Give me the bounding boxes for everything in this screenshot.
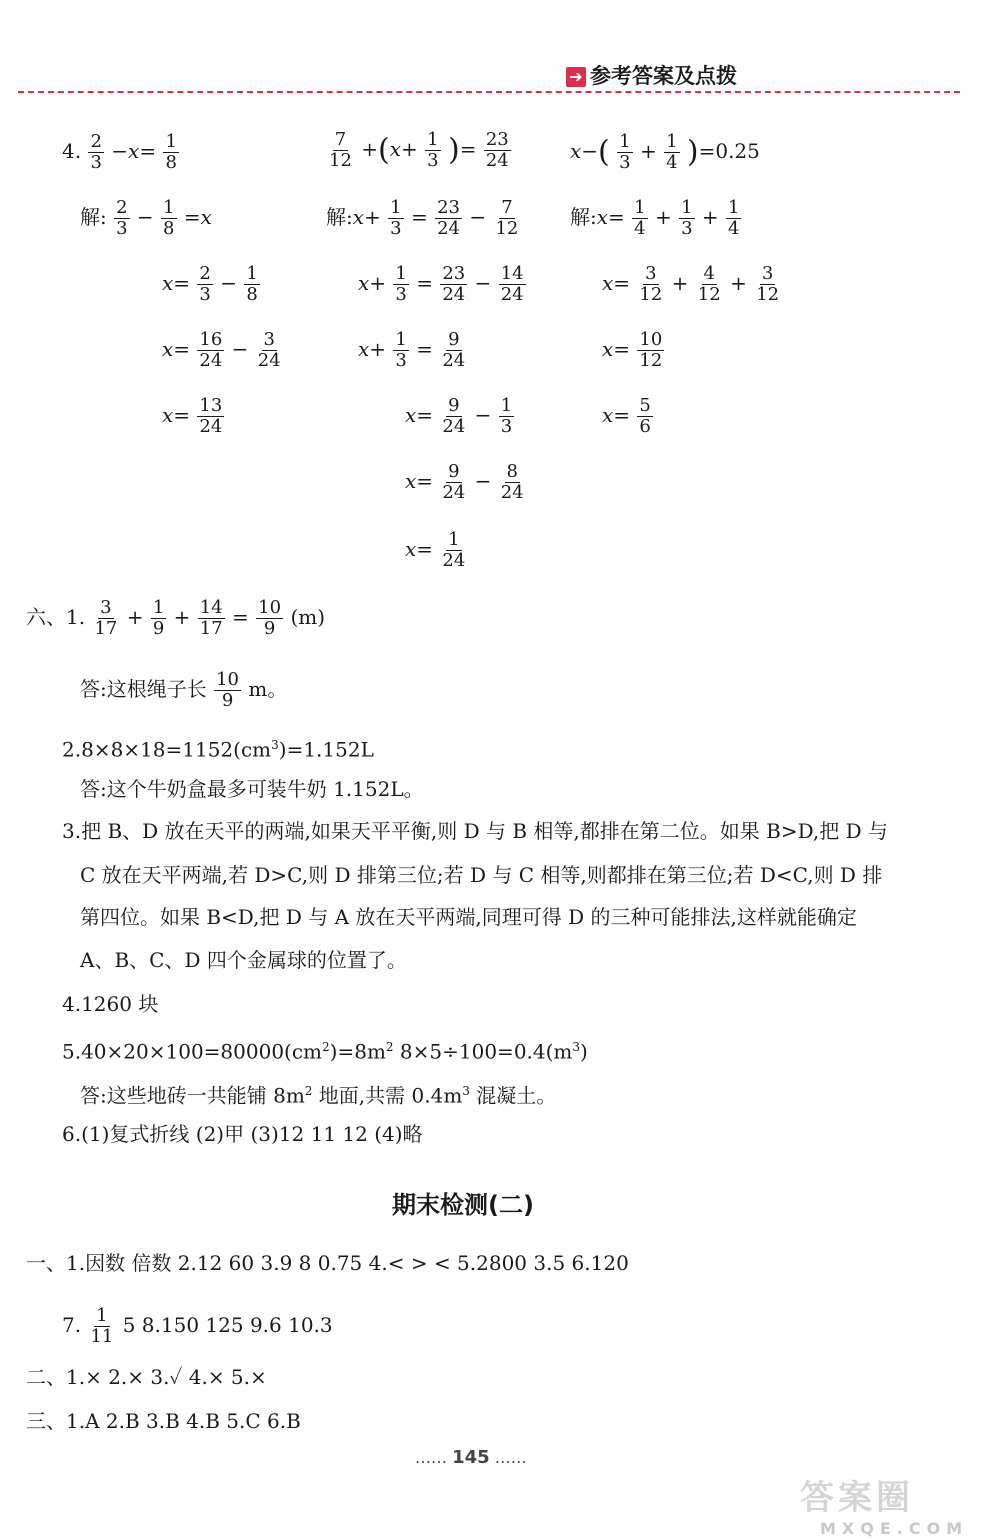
six-q1: 六、1. $\frac{3}{17}$ + $\frac{1}{9}$ + $\frac{14}{17}$ = $\frac{10}{9}$ (m) xyxy=(26,597,326,639)
six-q2: $2.8\times 8\times 18=1152(cm^3)=1.152L$ xyxy=(62,737,374,762)
watermark-url: MXQE.COM xyxy=(820,1519,969,1538)
part-three: 三、1.A 2.B 3.B 4.B 5.C 6.B xyxy=(26,1409,301,1433)
q4-col3-step4: x= $\frac{5}{6}$ xyxy=(602,395,651,437)
q4-col2-step5: x= $\frac{9}{24}$ − $\frac{8}{24}$ xyxy=(405,461,524,503)
page-number: 145 xyxy=(452,1447,490,1468)
q4-col2-step1: 解:x+ $\frac{1}{3}$ = $\frac{23}{24}$ − $\frac{7}{12}$ xyxy=(326,197,519,239)
header-title-text: 参考答案及点拨 xyxy=(590,64,737,88)
part-one-line2: 7. $\frac{1}{11}$ 5 8.150 125 9.6 10.3 xyxy=(62,1305,333,1347)
q4-col2-step6: x= $\frac{1}{24}$ xyxy=(405,529,466,571)
q4-col2-equation: $\frac{7}{12}$ +(x+ $\frac{1}{3}$ )= $\frac{23}{24}$ xyxy=(329,129,509,171)
q4-col1-step2: x= $\frac{2}{3}$ − $\frac{1}{8}$ xyxy=(162,263,258,305)
six-q3-line2: C 放在天平两端,若 D>C,则 D 排第三位;若 D 与 C 相等,则都排在第三位;若 D<C,则 D 排 xyxy=(80,863,883,887)
q4-col3-step3: x= $\frac{10}{12}$ xyxy=(602,329,663,371)
six-q6: 6.(1)复式折线 (2)甲 (3)12 11 12 (4)略 xyxy=(62,1122,423,1146)
q4-col2-step3: x+ $\frac{1}{3}$ = $\frac{9}{24}$ xyxy=(358,329,466,371)
dots-left: …… xyxy=(415,1448,447,1467)
six-q1-answer: 答:这根绳子长 $\frac{10}{9}$ m。 xyxy=(80,669,288,711)
six-q4: 4.1260 块 xyxy=(62,992,159,1016)
q4-col1-step3: x= $\frac{16}{24}$ − $\frac{3}{24}$ xyxy=(162,329,281,371)
watermark xyxy=(800,1470,990,1538)
section-title: 期末检测(二) xyxy=(392,1191,534,1219)
part-one-line1: 一、1.因数 倍数 2.12 60 3.9 8 0.75 4.< > < 5.2800 3.5 6.120 xyxy=(26,1251,629,1275)
q4-col3-step1: 解:x= $\frac{1}{4}$ + $\frac{1}{3}$ + $\frac{1}{4}$ xyxy=(570,197,740,239)
watermark-logo-text: 答案圈 xyxy=(800,1478,914,1518)
dots-right: …… xyxy=(494,1448,527,1467)
q4-col1-equation: 4. $\frac{2}{3}$ −x= $\frac{1}{8}$ xyxy=(62,131,177,173)
six-q2-answer: 答:这个牛奶盒最多可装牛奶 1.152L。 xyxy=(80,777,424,801)
q4-col1-step4: x= $\frac{13}{24}$ xyxy=(162,395,223,437)
q4-col3-equation: x−( $\frac{1}{3}$ + $\frac{1}{4}$ )=0.25 xyxy=(570,131,760,173)
arrow-right-icon: ➔ xyxy=(566,67,586,87)
six-q3-line4: A、B、C、D 四个金属球的位置了。 xyxy=(80,948,407,972)
six-q5: $5.40\times 20\times 100=80000(cm^2)=8m^2$ $8\times 5\div 100=0.4(m^3)$ xyxy=(62,1039,588,1064)
part-two: 二、1.× 2.× 3.✓ 4.× 5.× xyxy=(26,1365,267,1389)
q4-col2-step4: x= $\frac{9}{24}$ − $\frac{1}{3}$ xyxy=(405,395,513,437)
q4-col2-step2: x+ $\frac{1}{3}$ = $\frac{23}{24}$ − $\frac{14}{24}$ xyxy=(358,263,524,305)
header-divider xyxy=(18,91,960,93)
q4-col1-step1: 解: $\frac{2}{3}$ − $\frac{1}{8}$ =x xyxy=(80,197,212,239)
page-number-row xyxy=(415,1447,527,1468)
six-q3-line3: 第四位。如果 B<D,把 D 与 A 放在天平两端,同理可得 D 的三种可能排法,这样就能确定 xyxy=(80,905,857,929)
six-q3-line1: 3.把 B、D 放在天平的两端,如果天平平衡,则 D 与 B 相等,都排在第二位。如果 B>D,把 D 与 xyxy=(62,819,889,843)
header-title xyxy=(566,60,737,90)
six-q5-answer: 答:这些地砖一共能铺 $8m^2$ 地面,共需 $0.4m^3$ 混凝土。 xyxy=(80,1083,557,1108)
q4-col3-step2: x= $\frac{3}{12}$ + $\frac{4}{12}$ + $\frac{3}{12}$ xyxy=(602,263,780,305)
